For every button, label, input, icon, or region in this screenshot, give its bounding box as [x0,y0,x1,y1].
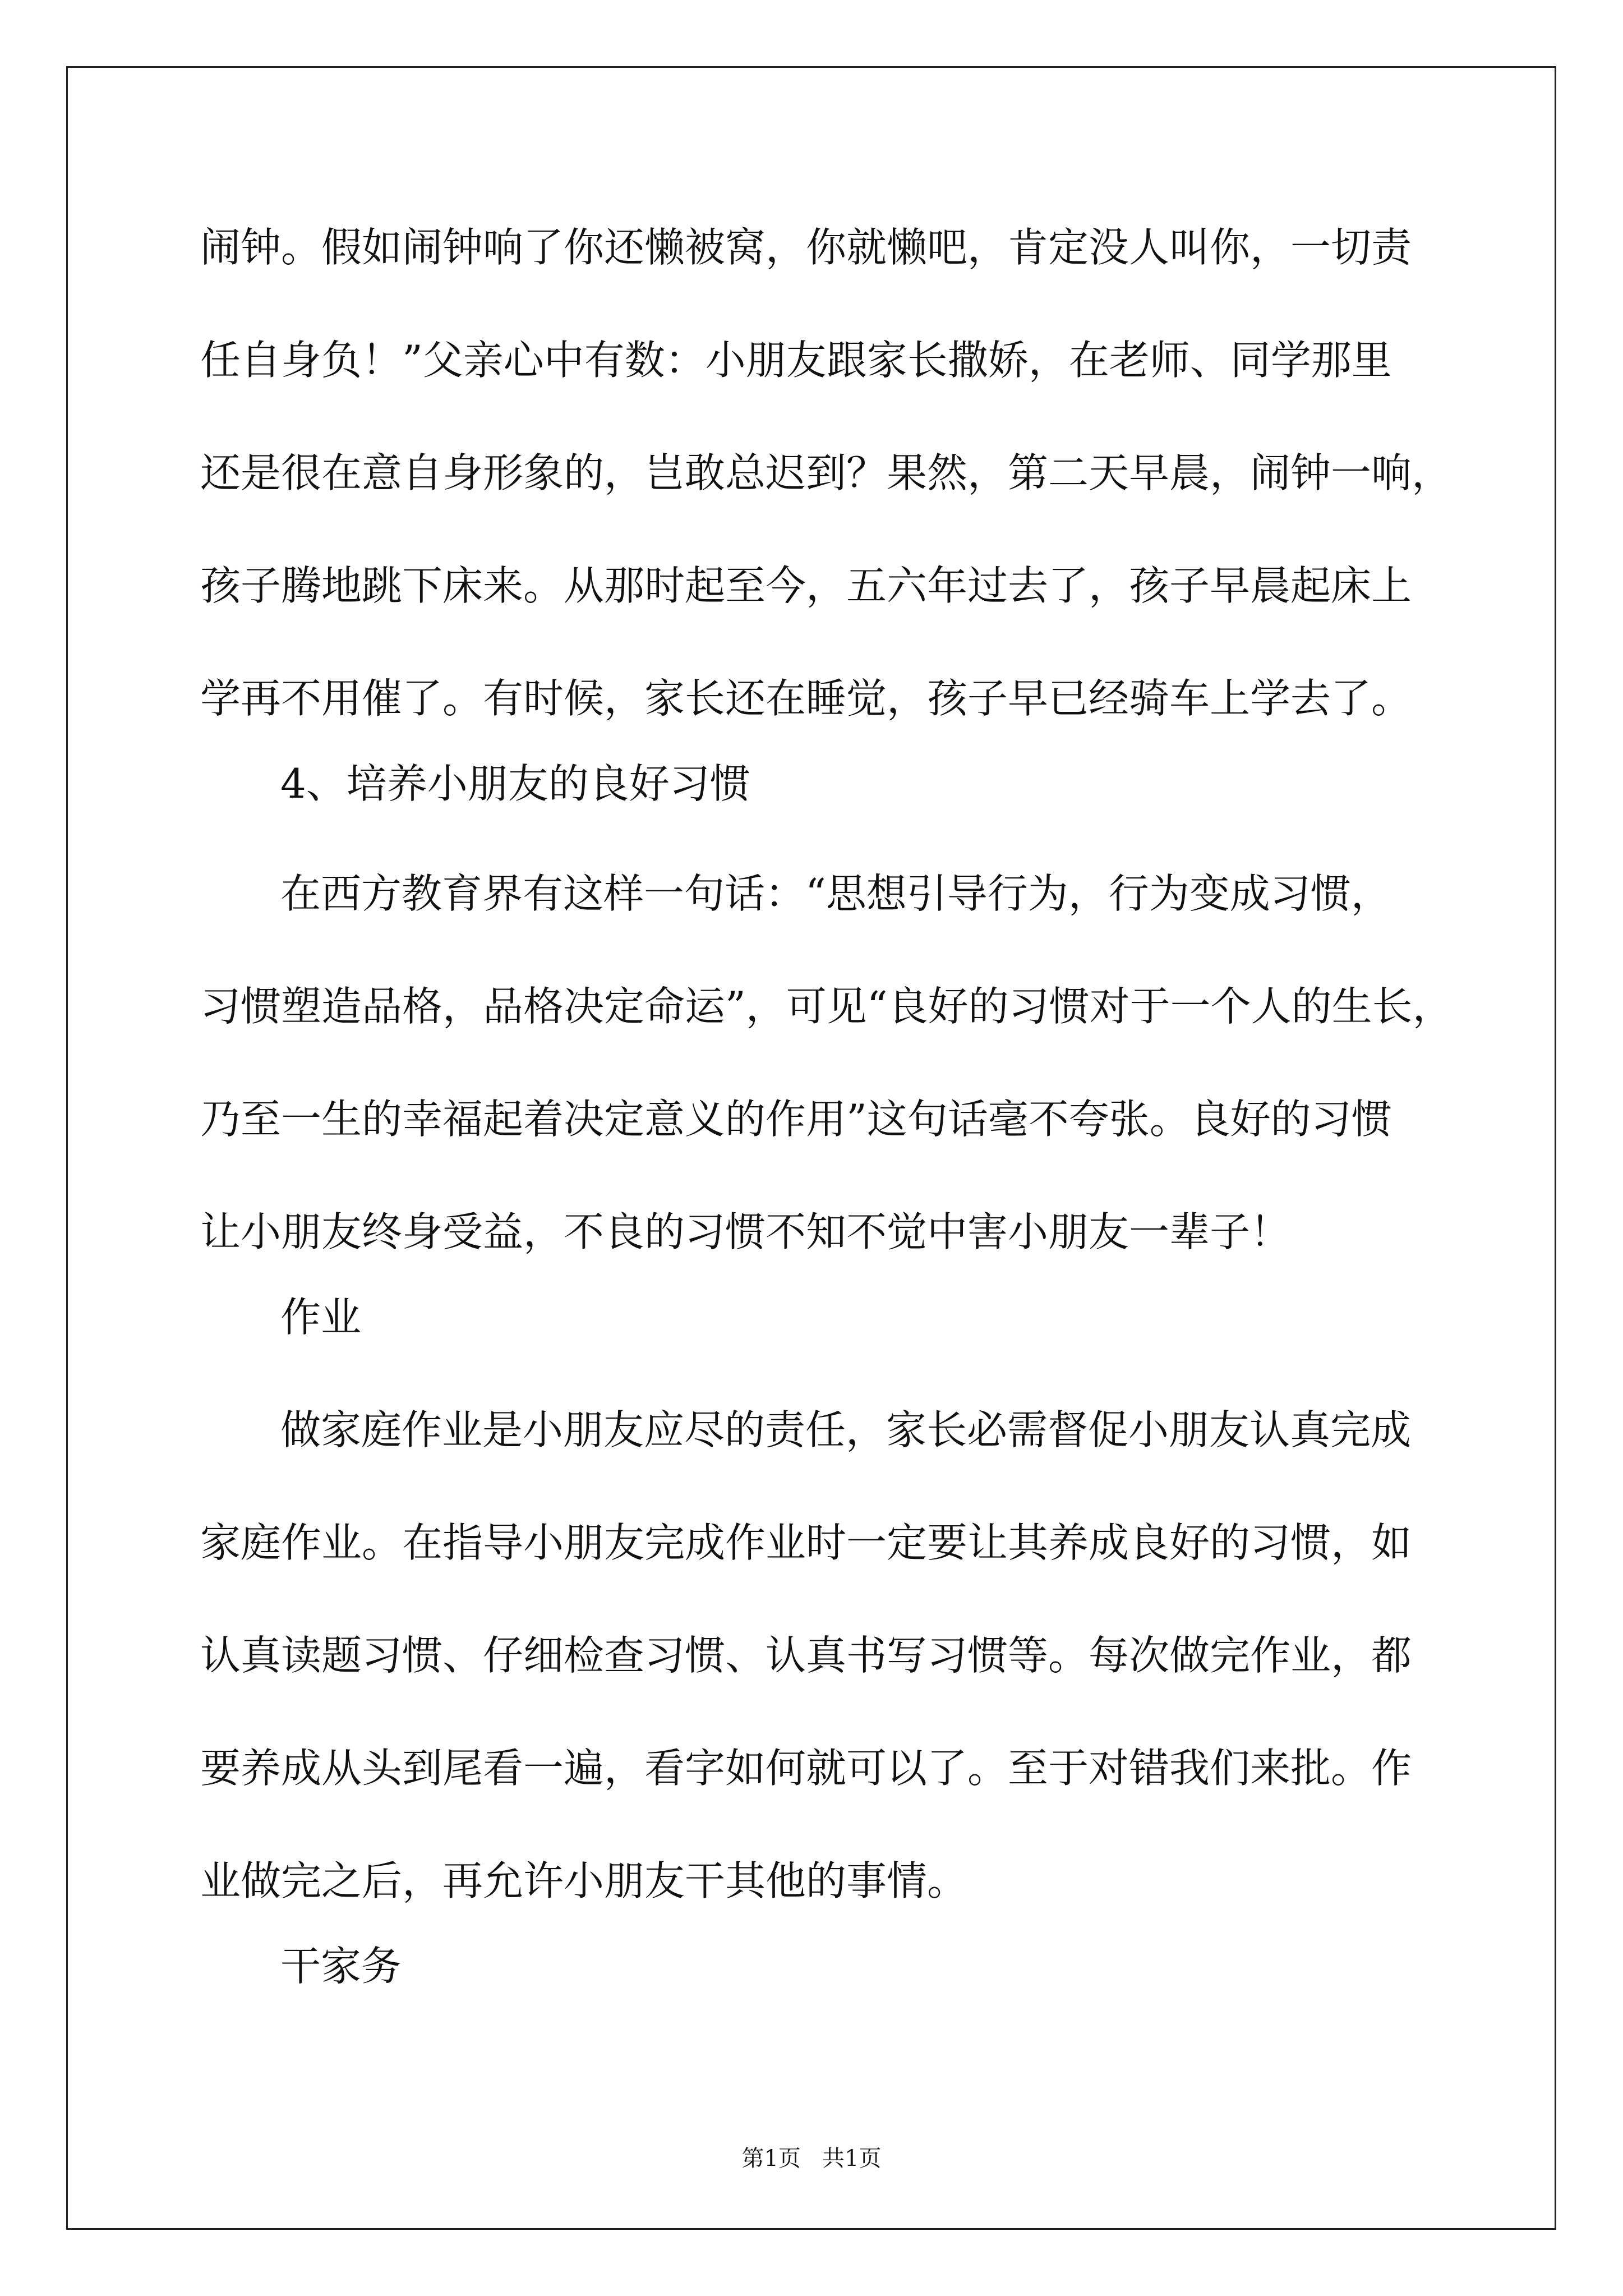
body-line: 任自身负！”父亲心中有数：小朋友跟家长撒娇，在老师、同学那里 [200,337,1392,384]
paragraph-first-line: 做家庭作业是小朋友应尽的责任，家长必需督促小朋友认真完成 [280,1406,1412,1453]
body-line: 让小朋友终身受益，不良的习惯不知不觉中害小朋友一辈子！ [200,1208,1291,1255]
body-line: 认真读题习惯、仔细检查习惯、认真书写习惯等。每次做完作业，都 [200,1632,1412,1679]
body-line: 学再不用催了。有时候，家长还在睡觉，孩子早已经骑车上学去了。 [200,675,1412,722]
body-line: 闹钟。假如闹钟响了你还懒被窝，你就懒吧，肯定没人叫你，一切责 [200,224,1412,271]
subheading-housework: 干家务 [280,1943,402,1990]
body-line: 业做完之后，再允许小朋友干其他的事情。 [200,1857,968,1904]
body-line: 习惯塑造品格，品格决定命运”，可见“良好的习惯对于一个人的生长， [200,983,1453,1030]
body-line: 乃至一生的幸福起着决定意义的作用”这句话毫不夸张。良好的习惯 [200,1096,1392,1143]
paragraph-first-line: 在西方教育界有这样一句话：“思想引导行为，行为变成习惯， [280,870,1391,917]
section-heading: 4、培养小朋友的良好习惯 [280,760,750,807]
page-footer: 第1页 共1页 [741,2146,882,2171]
body-line: 孩子腾地跳下床来。从那时起至今，五六年过去了，孩子早晨起床上 [200,562,1412,609]
body-line: 要养成从头到尾看一遍，看字如何就可以了。至于对错我们来批。作 [200,1745,1412,1792]
body-line: 还是很在意自身形象的，岂敢总迟到？果然，第二天早晨，闹钟一响， [200,449,1453,496]
body-line: 家庭作业。在指导小朋友完成作业时一定要让其养成良好的习惯，如 [200,1519,1412,1566]
subheading-homework: 作业 [280,1294,362,1341]
